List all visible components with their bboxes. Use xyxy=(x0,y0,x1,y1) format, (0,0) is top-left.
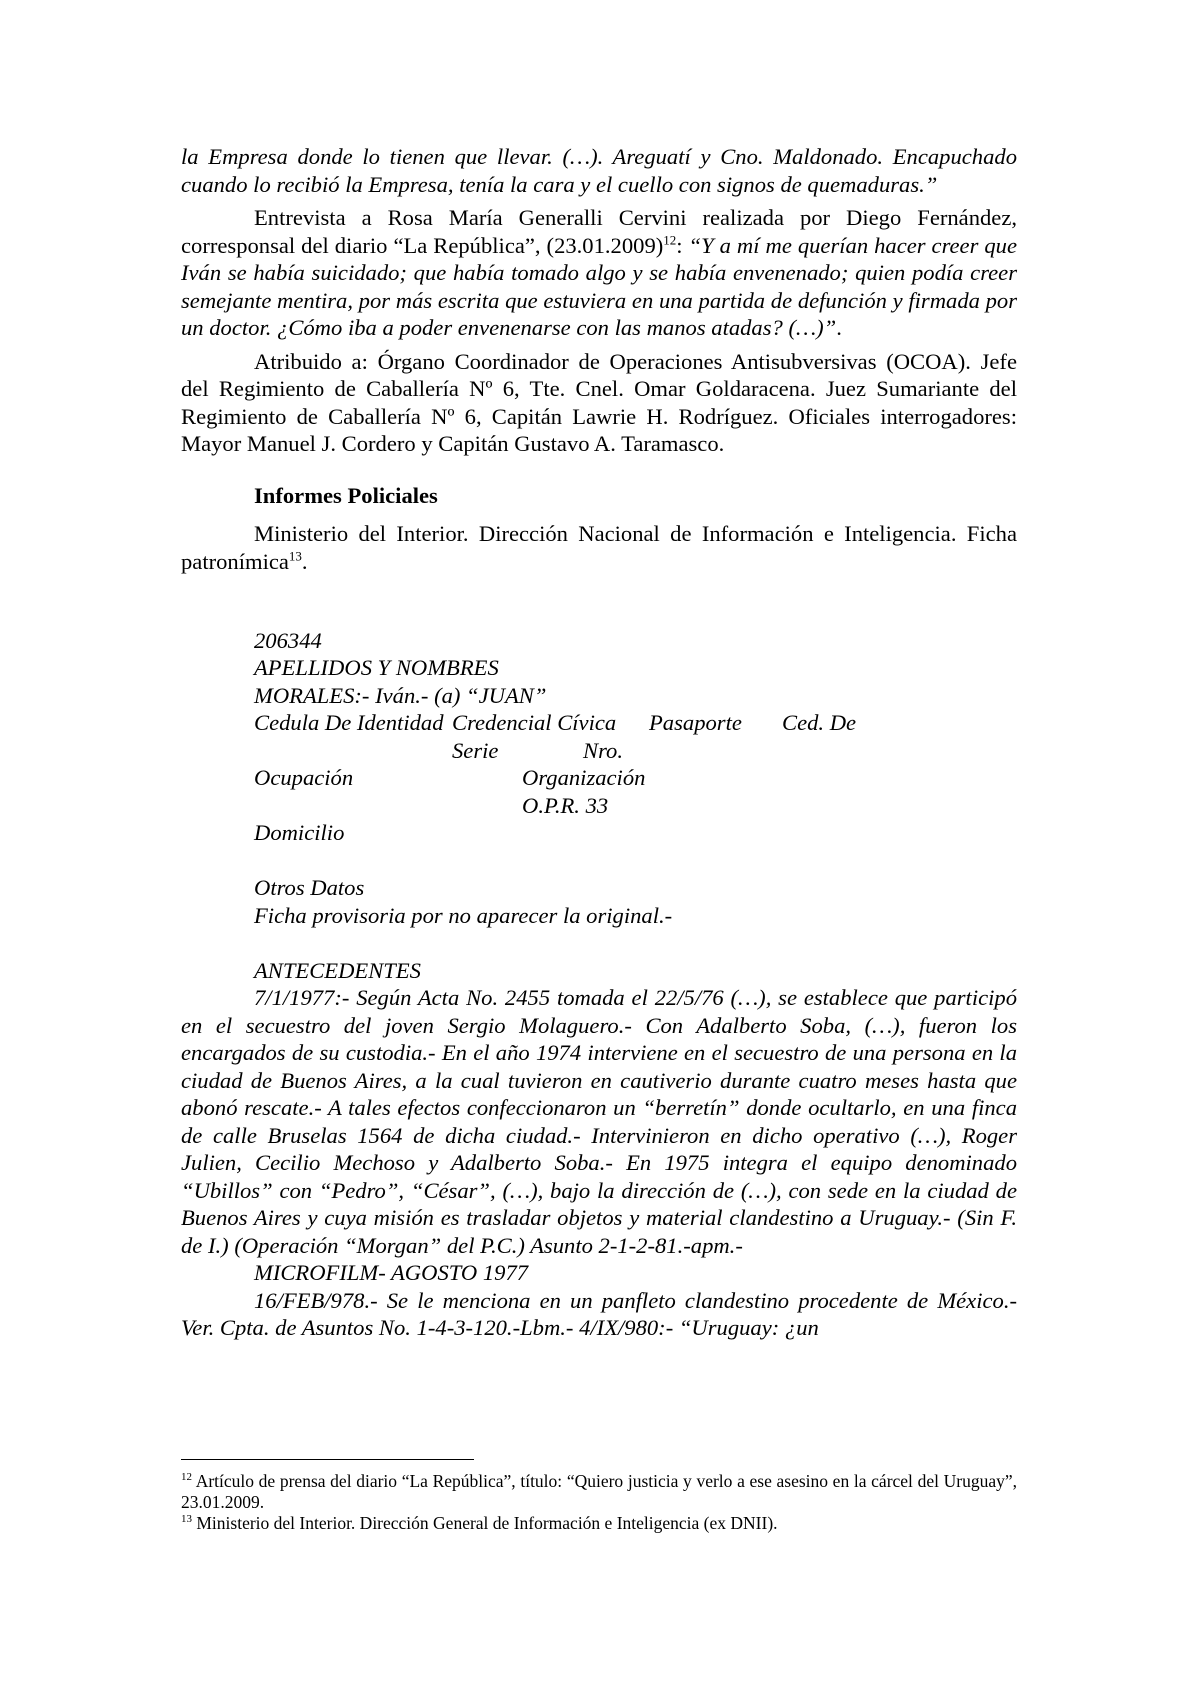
record-number: 206344 xyxy=(254,627,322,653)
ministry-text: Ministerio del Interior. Dirección Nacional de Información e Inteligencia. Ficha patronímica xyxy=(181,521,1017,574)
footnote-ref-13: 13 xyxy=(288,547,302,563)
doc-col-credencial: Credencial Cívica xyxy=(452,710,617,735)
interview-end: . xyxy=(836,315,842,340)
document-subcolumns xyxy=(254,737,1017,765)
footnote-12 xyxy=(181,1471,1017,1513)
occupation-row xyxy=(254,764,1017,792)
quote-continuation: la Empresa donde lo tienen que llevar. (…). Areguatí y Cno. Maldonado. Encapuchado cuando lo recibió la Empresa, tenía la cara y el cuello con signos de quemaduras.” xyxy=(181,144,1017,197)
footnote-separator xyxy=(181,1459,474,1460)
footnote-number: 12 xyxy=(181,1471,192,1484)
other-data-value: Ficha provisoria por no aparecer la original.- xyxy=(254,902,673,928)
interview-paragraph xyxy=(181,204,1017,342)
names-label: APELLIDOS Y NOMBRES xyxy=(254,655,499,680)
interview-quote: “Y a mí me querían hacer creer que Iván se había suicidado; que había tomado algo y se había envenenado; quien podía creer semejante mentira, por más escrita que estuviera en una partida de defunción y firmada por un doctor. ¿Cómo iba a poder envenenarse con las manos atadas? (…)” xyxy=(181,232,1017,340)
doc-col-cedula: Cedula De Identidad xyxy=(254,710,444,735)
doc-sub-serie: Serie xyxy=(452,737,499,763)
footnote-13 xyxy=(181,1513,1017,1534)
organization-row xyxy=(254,792,1017,820)
attribution-paragraph: Atribuido a: Órgano Coordinador de Operaciones Antisubversivas (OCOA). Jefe del Regimiento de Caballería Nº 6, Tte. Cnel. Omar Goldaracena. Juez Sumariante del Regimiento de Caballería Nº 6, Capitán Lawrie H. Rodríguez. Oficiales interrogadores: Mayor Manuel J. Cordero y Capitán Gustavo A. Taramasco. xyxy=(181,348,1017,456)
section-heading: Informes Policiales xyxy=(254,482,438,508)
footnote-text: Ministerio del Interior. Dirección General de Información e Inteligencia (ex DNII). xyxy=(192,1513,778,1533)
interview-colon: : xyxy=(676,232,689,258)
organization-label: Organización xyxy=(522,765,646,790)
microfilm-note: MICROFILM- AGOSTO 1977 xyxy=(254,1260,529,1285)
organization-value: O.P.R. 33 xyxy=(522,792,609,818)
footnotes xyxy=(181,1471,1017,1534)
ministry-end: . xyxy=(301,548,308,574)
footnote-number: 13 xyxy=(181,1513,192,1526)
antecedents-label: ANTECEDENTES xyxy=(254,957,421,983)
document-body xyxy=(181,143,1017,1342)
other-data-label: Otros Datos xyxy=(254,875,365,900)
ministry-paragraph xyxy=(181,520,1017,575)
antecedent-entry-1977: 7/1/1977:- Según Acta No. 2455 tomada el 22/5/76 (…), se establece que participó en el secuestro del joven Sergio Molaguero.- Con Adalberto Soba, (…), fueron los encargados de su custodia.- En el año 1974 interviene en el secuestro de una persona en la ciudad de Buenos Aires, a la cual tuvieron en cautiverio durante cuatro meses hasta que abonó rescate.- A tales efectos confeccionaron un “berretín” donde ocultarlo, en una finca de calle Bruselas 1564 de dicha ciudad.- Intervinieron en dicho operativo (…), Roger Julien, Cecilio Mechoso y Adalberto Soba.- En 1975 integra el equipo denominado “Ubillos” con “Pedro”, “César”, (…), bajo la dirección de (…), con sede en la ciudad de Buenos Aires y cuya misión es trasladar objetos y material clandestino a Uruguay.- (Sin F. de I.) (Operación “Morgan” del P.C.) Asunto 2-1-2-81.-apm.- xyxy=(181,985,1017,1258)
document-columns xyxy=(254,709,1017,737)
address-label: Domicilio xyxy=(254,820,345,845)
footnote-text: Artículo de prensa del diario “La República”, título: “Quiero justicia y verlo a ese asesino en la cárcel del Uruguay”, 23.01.2009. xyxy=(181,1471,1017,1512)
occupation-label: Ocupación xyxy=(254,765,354,790)
doc-sub-nro: Nro. xyxy=(583,737,623,763)
police-record xyxy=(254,599,1017,984)
interview-lead: Entrevista a Rosa María Generalli Cervini realizada por Diego Fernández, corresponsal del diario “La República”, (23.01.2009) xyxy=(181,205,1017,258)
doc-col-ced: Ced. De xyxy=(782,710,857,735)
antecedent-entry-1978: 16/FEB/978.- Se le menciona en un panfleto clandestino procedente de México.- Ver. Cpta. de Asuntos No. 1-4-3-120.-Lbm.- 4/IX/980:- “Uruguay: ¿un xyxy=(181,1287,1017,1340)
person-name: MORALES:- Iván.- (a) “JUAN” xyxy=(254,682,547,708)
footnote-ref-12: 12 xyxy=(663,231,677,247)
doc-col-pasaporte: Pasaporte xyxy=(649,710,742,735)
